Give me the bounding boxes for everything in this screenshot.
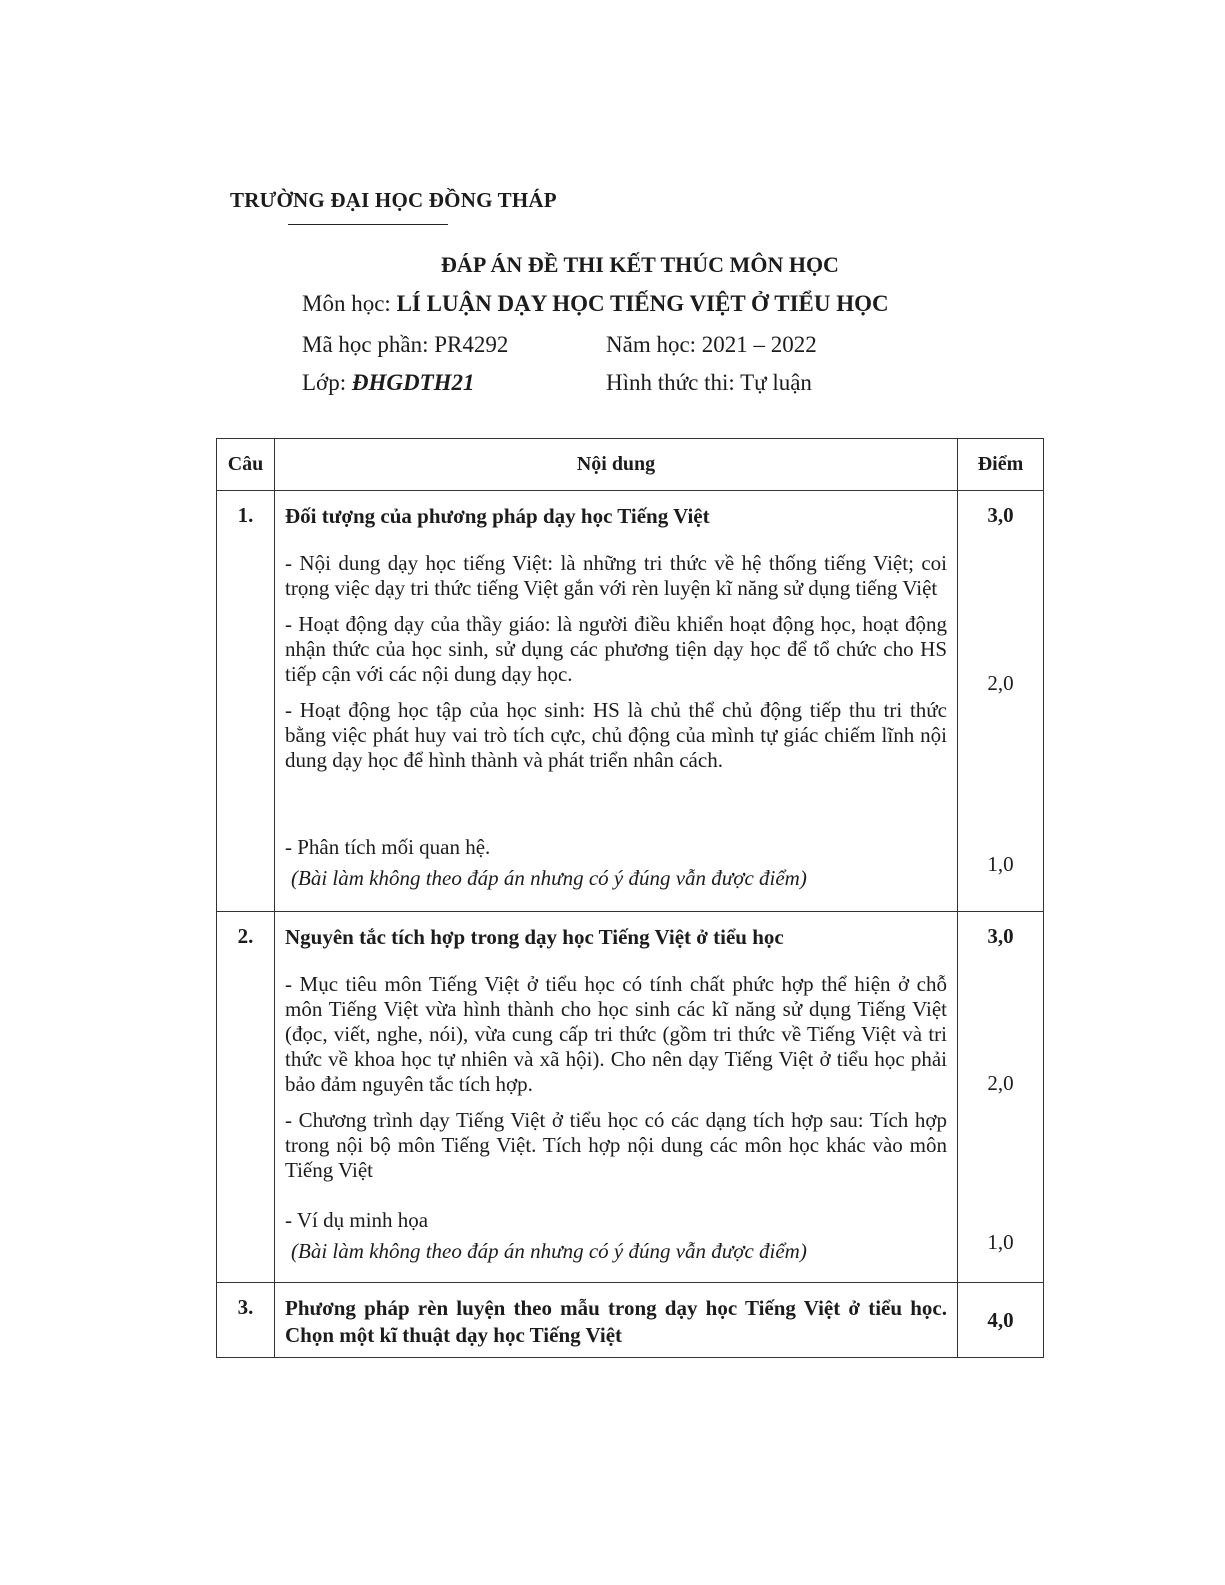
question-1-title: Đối tượng của phương pháp dạy học Tiếng Việt — [275, 491, 958, 550]
class-value: ĐHGDTH21 — [351, 370, 475, 395]
question-2-group-1 — [217, 964, 1044, 1202]
question-1-point-1: - Nội dung dạy học tiếng Việt: là những tri thức về hệ thống tiếng Việt; coi trọng việc dạy tri thức tiếng Việt gắn với rèn luyện kĩ năng sử dụng tiếng Việt — [285, 551, 947, 600]
question-2-points: 3,0 — [958, 912, 1044, 965]
question-1-points: 3,0 — [958, 491, 1044, 550]
header-question: Câu — [217, 439, 275, 491]
school-name: TRƯỜNG ĐẠI HỌC ĐỒNG THÁP — [230, 188, 557, 212]
question-1-group-2-content — [275, 817, 958, 912]
question-2-group-2-points: 1,0 — [958, 1202, 1044, 1283]
header-content: Nội dung — [275, 439, 958, 491]
question-2-point-1: - Mục tiêu môn Tiếng Việt ở tiểu học có tính chất phức hợp thể hiện ở chỗ môn Tiếng Việt vừa hình thành cho học sinh các kĩ năng sử dụng Tiếng Việt (đọc, viết, nghe, nói), vừa cung cấp tri thức (gồm tri thức về Tiếng Việt và tri thức về khoa học tự nhiên và xã hội). Cho nên dạy Tiếng Việt ở tiểu học phải bảo đảm nguyên tắc tích hợp. — [285, 972, 947, 1096]
question-2-title: Nguyên tắc tích hợp trong dạy học Tiếng Việt ở tiểu học — [275, 912, 958, 965]
question-1-group-2 — [217, 817, 1044, 912]
class-label: Lớp: — [302, 370, 347, 395]
question-2-number: 2. — [217, 912, 275, 1283]
question-1-group-1-content — [275, 549, 958, 817]
question-1-group-1-points: 2,0 — [958, 549, 1044, 817]
question-2-group-2-content — [275, 1202, 958, 1283]
question-2-point-3: - Ví dụ minh họa — [285, 1208, 429, 1232]
answer-table — [216, 438, 1044, 1358]
question-2-group-2 — [217, 1202, 1044, 1283]
header-points: Điểm — [958, 439, 1044, 491]
question-1-point-3: - Hoạt động học tập của học sinh: HS là chủ thể chủ động tiếp thu tri thức bằng việc phát huy vai trò tích cực, chủ động của mình tự giác chiếm lĩnh nội dung dạy học để hình thành và phát triển nhân cách. — [285, 698, 947, 772]
course-code: Mã học phần: PR4292 — [302, 332, 509, 357]
question-1-note: (Bài làm không theo đáp án nhưng có ý đúng vẫn được điểm) — [291, 866, 807, 890]
question-1-point-4: - Phân tích mối quan hệ. — [285, 835, 491, 859]
question-2-title-row — [217, 912, 1044, 965]
question-3-number: 3. — [217, 1283, 275, 1358]
question-2-note: (Bài làm không theo đáp án nhưng có ý đúng vẫn được điểm) — [291, 1239, 807, 1263]
academic-year: Năm học: 2021 – 2022 — [606, 332, 817, 357]
class-line — [302, 370, 475, 396]
question-1-number: 1. — [217, 491, 275, 912]
question-3-points: 4,0 — [958, 1283, 1044, 1358]
question-1-group-2-points: 1,0 — [958, 817, 1044, 912]
subject-line — [302, 291, 889, 317]
document-title: ĐÁP ÁN ĐỀ THI KẾT THÚC MÔN HỌC — [441, 252, 839, 277]
question-3-title-row — [217, 1283, 1044, 1358]
question-1-point-2: - Hoạt động dạy của thầy giáo: là người điều khiển hoạt động học, hoạt động nhận thức của học sinh, sử dụng các phương tiện dạy học để tổ chức cho HS tiếp cận với các nội dung dạy học. — [285, 612, 947, 686]
question-3-title: Phương pháp rèn luyện theo mẫu trong dạy học Tiếng Việt ở tiểu học. Chọn một kĩ thuật dạy học Tiếng Việt — [275, 1283, 958, 1358]
question-1-group-1 — [217, 549, 1044, 817]
subject-name: LÍ LUẬN DẠY HỌC TIẾNG VIỆT Ở TIỂU HỌC — [396, 291, 889, 316]
question-2-group-1-points: 2,0 — [958, 964, 1044, 1202]
subject-label: Môn học: — [302, 291, 391, 316]
question-2-point-2: - Chương trình dạy Tiếng Việt ở tiểu học có các dạng tích hợp sau: Tích hợp trong nội bộ môn Tiếng Việt. Tích hợp nội dung các môn học khác vào môn Tiếng Việt — [285, 1108, 947, 1182]
school-underline — [288, 224, 448, 225]
question-1-title-row — [217, 491, 1044, 550]
question-2-group-1-content — [275, 964, 958, 1202]
exam-form: Hình thức thi: Tự luận — [606, 370, 812, 395]
table-header-row — [217, 439, 1044, 491]
